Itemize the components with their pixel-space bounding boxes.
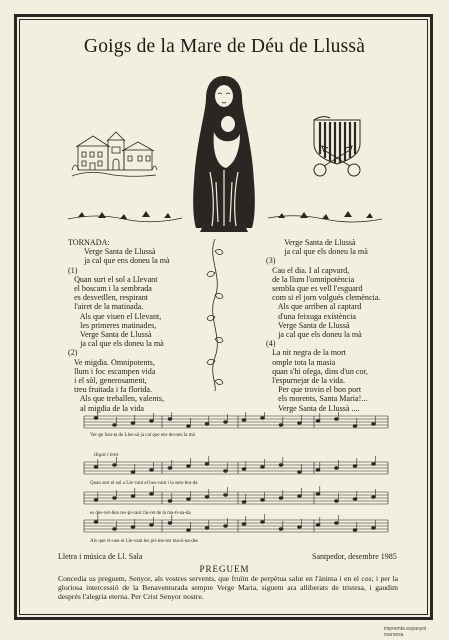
note-head	[261, 499, 265, 502]
note-head	[150, 524, 154, 527]
note-head	[113, 497, 117, 500]
note-head	[279, 528, 283, 531]
right-vine-ornament	[266, 210, 384, 224]
prayer-heading: PREGUEM	[199, 564, 250, 574]
note-head	[131, 422, 135, 425]
note-head	[205, 496, 209, 499]
note-head	[94, 521, 98, 524]
musical-score	[82, 412, 392, 544]
note-head	[94, 499, 98, 502]
center-vine-ornament	[203, 237, 227, 393]
note-head	[316, 524, 320, 527]
note-head	[187, 529, 191, 532]
note-head	[205, 423, 209, 426]
score-tempo-marking: lligat i lent	[94, 452, 119, 458]
score-lyric-1: Ver-ge San-ta de Llus-sà ja cal que ens do-neu la mà	[90, 433, 195, 438]
note-head	[224, 470, 228, 473]
madonna-statue-illustration	[188, 72, 260, 232]
note-head	[298, 471, 302, 474]
note-head	[94, 466, 98, 469]
church-illustration	[68, 120, 160, 180]
note-head	[224, 421, 228, 424]
note-head	[298, 495, 302, 498]
note-head	[131, 495, 135, 498]
note-head	[131, 471, 135, 474]
note-head	[335, 500, 339, 503]
note-head	[168, 418, 172, 421]
note-head	[372, 423, 376, 426]
note-head	[316, 493, 320, 496]
note-head	[150, 493, 154, 496]
note-head	[298, 526, 302, 529]
note-head	[353, 498, 357, 501]
note-head	[261, 417, 265, 420]
page-title: Goigs de la Mare de Déu de Llussà	[83, 36, 366, 57]
note-head	[279, 464, 283, 467]
note-head	[205, 463, 209, 466]
note-head	[113, 464, 117, 467]
note-head	[316, 420, 320, 423]
note-head	[298, 422, 302, 425]
note-head	[168, 467, 172, 470]
note-head	[242, 419, 246, 422]
left-vine-ornament	[66, 210, 184, 224]
note-head	[205, 527, 209, 530]
note-head	[242, 523, 246, 526]
note-head	[113, 528, 117, 531]
score-lyric-3: es des-vet-llen res-pi-rant l'ai-ret de la ma-ti-na-da	[90, 511, 191, 516]
note-head	[261, 466, 265, 469]
note-head	[187, 465, 191, 468]
note-head	[372, 463, 376, 466]
note-head	[168, 522, 172, 525]
note-head	[261, 521, 265, 524]
note-head	[224, 525, 228, 528]
note-head	[279, 424, 283, 427]
note-head	[353, 529, 357, 532]
note-head	[113, 424, 117, 427]
note-head	[94, 417, 98, 420]
right-verse-column: Verge Santa de Llussà ja cal que els doneu la mà (3) Cau el dia. I al capvard, de la llum l'omnipotència sembla que es vell l'esguard com si el jorn volgués clemència. Als que arriben al captard d'una feixuga existència Verge Santa de Llussà ja cal que els doneu la mà (4) La nit negra de la mort omple tota la masia quan s'hi ofega, dins d'un cor, l'espurnejar de la vida. Per que trovin el bon port els morents, Santa Maria!... Verge Santa de Llussà ....	[266, 238, 381, 413]
note-head	[168, 500, 172, 503]
prayer-text: Concedia us preguem, Senyor, als vostres servents, que fruïm de perpètua salut en l'ànima i en el cos; i per la gloriosa intercessió de la Benaventurada sempre Verge Maria, siguem ara alliberats de tristesa, i gaudim després l'alegria eterna. Per Crist Senyor nostre.	[58, 574, 398, 601]
note-head	[150, 420, 154, 423]
note-head	[353, 425, 357, 428]
note-head	[335, 418, 339, 421]
note-head	[316, 469, 320, 472]
note-head	[335, 467, 339, 470]
note-head	[187, 498, 191, 501]
note-head	[372, 527, 376, 530]
note-head	[224, 494, 228, 497]
note-head	[131, 526, 135, 529]
left-verse-column: TORNADA: Verge Santa de Llussà ja cal que ens doneu la mà (1) Quan surt el sol a Llevant el boscam i la sembrada es desvetllen, respirant l'airet de la matinada. Als que viuen el Llevant, les primeres matinades, Verge Santa de Llussà ja cal que els doneu la mà (2) Ve migdia. Omnipotents, llum i foc escampen vida i el sòl, generosament, treu fruitada i fa florida. Als que treballen, valents, al migdia de la vida	[68, 238, 170, 413]
note-head	[150, 469, 154, 472]
score-lyric-4: Als que vi-uen el Lle-vant les pri-me-res ma-ti-na-des	[90, 539, 198, 544]
note-head	[187, 425, 191, 428]
coat-of-arms-illustration	[306, 114, 368, 180]
note-head	[353, 465, 357, 468]
note-head	[372, 496, 376, 499]
credits-author: Lletra i música de Ll. Sala	[58, 552, 143, 561]
credits-place-date: Santpedor, desembre 1985	[312, 552, 397, 561]
note-head	[335, 522, 339, 525]
printer-imprint: impremta espanyol · manresa	[384, 626, 430, 638]
note-head	[279, 497, 283, 500]
note-head	[242, 468, 246, 471]
note-head	[242, 501, 246, 504]
score-lyric-2: Quan surt el sol a Lle-vant el bos-cam i la sem-bra-da	[90, 481, 198, 486]
